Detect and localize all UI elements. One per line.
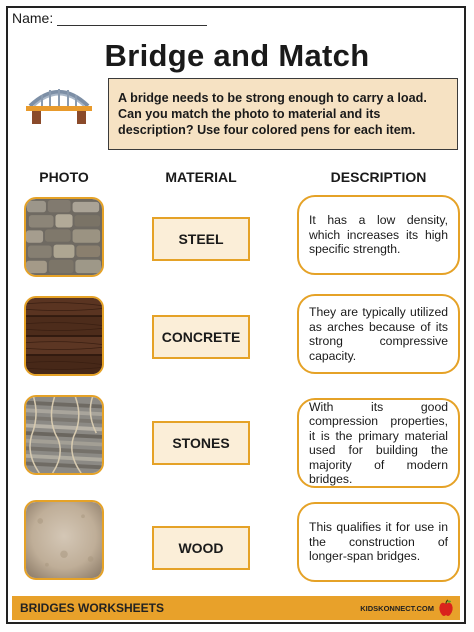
- photo-wood[interactable]: [24, 296, 104, 376]
- material-box-wood[interactable]: WOOD: [152, 526, 250, 570]
- apple-icon: [438, 599, 454, 617]
- footer-bar: [12, 596, 460, 620]
- description-text-2: They are typically utilized as arches because of its strong compressive capacity.: [309, 305, 448, 363]
- bridge-icon: [24, 80, 94, 126]
- description-text-3: With its good compression properties, it is the primary material used for building the majority of modern bridges.: [309, 399, 448, 486]
- photo-stone-wall[interactable]: [24, 197, 104, 277]
- description-text-4: This qualifies it for use in the construction of longer-span bridges.: [309, 520, 448, 564]
- column-header-description: DESCRIPTION: [330, 169, 427, 185]
- instructions-box: [108, 78, 458, 150]
- name-row: [12, 10, 207, 26]
- description-text-1: It has a low density, which increases its high specific strength.: [309, 213, 448, 257]
- concrete-texture-icon: [26, 502, 102, 578]
- description-box-2[interactable]: [297, 294, 460, 374]
- page-title: Bridge and Match: [104, 38, 370, 73]
- material-box-steel[interactable]: STEEL: [152, 217, 250, 261]
- description-box-3[interactable]: [297, 398, 460, 488]
- steel-rebar-icon: [26, 397, 102, 473]
- column-header-material: MATERIAL: [165, 169, 237, 185]
- name-label: Name:: [12, 10, 54, 26]
- footer-title: BRIDGES WORKSHEETS: [20, 601, 165, 615]
- photo-concrete[interactable]: [24, 500, 104, 580]
- dark-wood-icon: [26, 298, 102, 374]
- name-field[interactable]: [57, 11, 207, 26]
- stone-wall-icon: [26, 199, 102, 275]
- description-box-4[interactable]: [297, 502, 460, 582]
- photo-steel[interactable]: [24, 395, 104, 475]
- material-box-concrete[interactable]: CONCRETE: [152, 315, 250, 359]
- instructions-text: A bridge needs to be strong enough to carry a load. Can you match the photo to material and its description? Use four colored pens for each item.: [118, 91, 427, 137]
- description-box-1[interactable]: [297, 195, 460, 275]
- footer-site[interactable]: KIDSKONNECT.COM: [360, 603, 434, 613]
- material-box-stones[interactable]: STONES: [152, 421, 250, 465]
- column-header-photo: PHOTO: [39, 169, 89, 185]
